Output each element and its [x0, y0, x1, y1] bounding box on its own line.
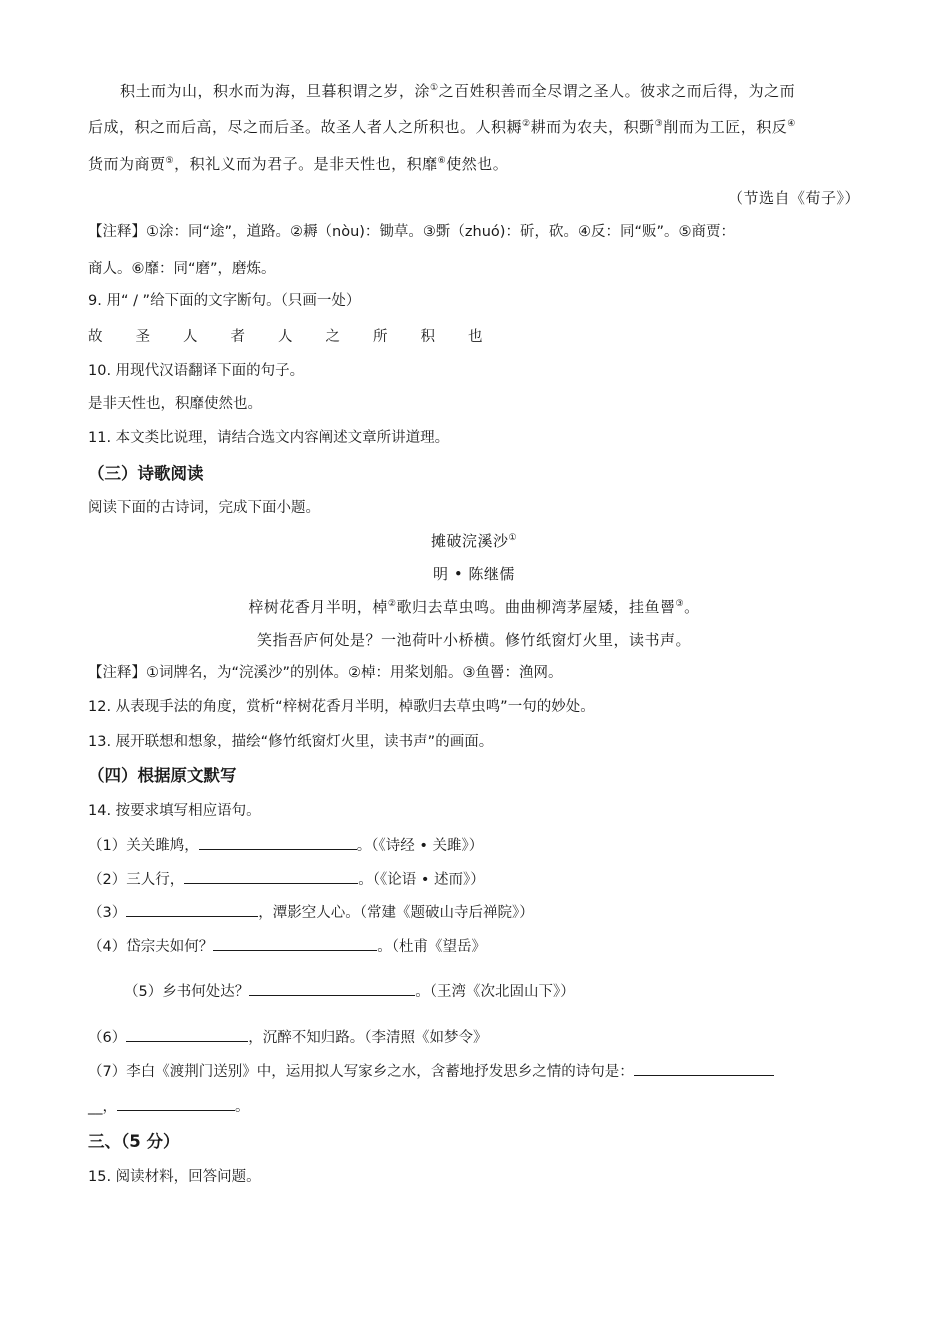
fill-item-text: 。（《论语 • 述而》）	[358, 872, 485, 888]
poem-text: 歌归去草虫鸣。曲曲柳湾茅屋矮，挂鱼罾	[396, 598, 676, 616]
fill-item-7-continued	[88, 1096, 250, 1118]
question-15: 15. 阅读材料，回答问题。	[88, 1169, 261, 1185]
poem-line-2: 笑指吾庐何处是？一池荷叶小桥横。修竹纸窗灯火里，读书声。	[256, 631, 691, 649]
fill-item-text: 。（王湾《次北固山下》）	[415, 984, 575, 1000]
question-13: 13. 展开联想和想象，描绘“修竹纸窗灯火里，读书声”的画面。	[88, 734, 494, 750]
passage-text: 后成，积之而后高，尽之而后圣。故圣人者人之所积也。人积耨	[88, 118, 523, 136]
section-heading-recitation: （四）根据原文默写	[88, 766, 237, 785]
passage-line-2	[88, 116, 796, 138]
passage-text: ，积礼义而为君子。是非天性也，积靡	[174, 155, 438, 173]
passage-source: （节选自《荀子》）	[727, 189, 860, 207]
poem-text: 。	[684, 598, 700, 616]
section-heading-poetry: （三）诗歌阅读	[88, 464, 204, 483]
poem-notes: 【注释】①词牌名，为“浣溪沙”的别体。②棹：用桨划船。③鱼罾：渔网。	[88, 665, 563, 681]
passage-text: 削而为工匠，积反	[663, 118, 788, 136]
fill-item-text: 。（杜甫《望岳》	[377, 939, 486, 955]
fill-item-text: （4）岱宗夫如何？	[88, 939, 214, 955]
fill-item-5	[124, 981, 575, 1003]
fill-item-6	[88, 1027, 487, 1049]
fill-item-text: （3）	[88, 905, 127, 921]
q9-char: 人	[278, 329, 293, 345]
fill-item-text: （7）李白《渡荆门送别》中，运用拟人写家乡之水，含蓄地抒发思乡之情的诗句是：	[88, 1064, 634, 1080]
q10-sentence: 是非天性也，积靡使然也。	[88, 396, 262, 412]
fill-item-text: 。	[235, 1099, 250, 1115]
passage-notes-line-2: 商人。⑥靡：同“磨”，磨炼。	[88, 261, 276, 277]
fill-item-text: __，	[88, 1099, 117, 1115]
footnote-marker: ②	[522, 119, 531, 129]
q9-char: 积	[420, 329, 435, 345]
passage-text: 使然也。	[446, 155, 509, 173]
footnote-marker: ⑤	[165, 156, 175, 166]
footnote-marker: ①	[508, 533, 518, 543]
question-14: 14. 按要求填写相应语句。	[88, 803, 261, 819]
poem-text: 梓树花香月半明，棹	[248, 598, 388, 616]
footnote-marker: ④	[787, 119, 796, 129]
fill-item-2	[88, 869, 485, 891]
answer-blank[interactable]	[184, 869, 358, 884]
answer-blank[interactable]	[213, 936, 377, 951]
fill-item-7	[88, 1061, 774, 1083]
q9-char: 之	[325, 329, 340, 345]
q9-char: 圣	[135, 329, 150, 345]
q9-char: 者	[230, 329, 245, 345]
footnote-marker: ③	[654, 119, 664, 129]
poem-line-1	[88, 596, 860, 618]
fill-item-text: 。（《诗经 • 关雎》）	[356, 838, 484, 854]
passage-line-3	[88, 153, 508, 175]
poetry-intro: 阅读下面的古诗词，完成下面小题。	[88, 500, 320, 516]
answer-blank[interactable]	[117, 1096, 235, 1111]
fill-item-3	[88, 902, 534, 924]
fill-item-text: （5）乡书何处达？	[124, 984, 250, 1000]
fill-item-text: （1）关关雎鸠，	[88, 838, 199, 854]
fill-item-text: ，沉醉不知归路。（李清照《如梦令》	[248, 1030, 488, 1046]
answer-blank[interactable]	[249, 981, 415, 996]
passage-notes-line-1: 【注释】①涂：同“途”，道路。②耨（nòu)：锄草。③斲（zhuó)：斫，砍。④反：同“贩”。⑤商贾：	[88, 224, 735, 240]
passage-text: 耕而为农夫，积斲	[530, 118, 655, 136]
answer-blank[interactable]	[634, 1061, 774, 1076]
fill-item-4	[88, 936, 486, 958]
question-11: 11. 本文类比说理，请结合选文内容阐述文章所讲道理。	[88, 430, 450, 446]
footnote-marker: ③	[675, 599, 685, 609]
answer-blank[interactable]	[126, 1027, 248, 1042]
question-12: 12. 从表现手法的角度，赏析“梓树花香月半明，棹歌归去草虫鸣”一句的妙处。	[88, 699, 595, 715]
q9-characters	[88, 326, 516, 348]
poem-title-text: 摊破浣溪沙	[430, 532, 509, 550]
answer-blank[interactable]	[126, 902, 258, 917]
fill-item-text: （2）三人行，	[88, 872, 185, 888]
fill-item-1	[88, 835, 483, 857]
q9-char: 故	[88, 329, 103, 345]
q9-char: 也	[468, 329, 483, 345]
footnote-marker: ②	[387, 599, 397, 609]
question-9: 9. 用“ / ”给下面的文字断句。（只画一处）	[88, 293, 361, 309]
fill-item-text: （6）	[88, 1030, 127, 1046]
passage-text: 之百姓积善而全尽谓之圣人。彼求之而后得，为之而	[438, 82, 796, 100]
poem-author: 明 • 陈继儒	[433, 565, 515, 583]
passage-line-1	[120, 80, 795, 102]
poem-title	[88, 530, 860, 552]
answer-blank[interactable]	[199, 835, 357, 850]
q9-char: 所	[373, 329, 388, 345]
passage-text: 货而为商贾	[88, 155, 166, 173]
footnote-marker: ①	[430, 83, 439, 93]
part-3-heading: 三、（5 分）	[88, 1132, 180, 1151]
q9-char: 人	[183, 329, 198, 345]
passage-text: 积土而为山，积水而为海，旦暮积谓之岁，涂	[120, 82, 431, 100]
question-10: 10. 用现代汉语翻译下面的句子。	[88, 363, 305, 379]
footnote-marker: ⑥	[437, 156, 447, 166]
fill-item-text: ，潭影空人心。（常建《题破山寺后禅院》）	[258, 905, 534, 921]
